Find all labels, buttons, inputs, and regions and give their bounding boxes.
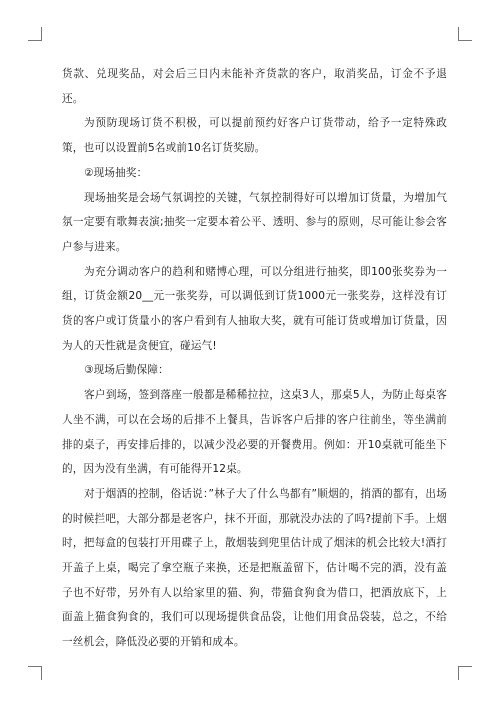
document-body [62,62,447,655]
paragraph: 对于烟酒的控制，俗话说：”林子大了什么鸟都有”顺烟的，捎酒的都有，出场的时候拦吧，大部分都是老客户，抹不开面，那就没办法的了吗?提前下手。上烟时，把每盒的包装打开用碟子上，散烟装到兜里估计成了烟沫的机会比较大!酒打开盖子上桌，喝完了拿空瓶子来换，还是把瓶盖留下，估计喝不完的酒，没有盖子也不好带，另外有人以给家里的猫、狗，带猫食狗食为借口，把酒放底下，上面盖上猫食狗食的，我们可以现场提供食品袋，让他们用食品袋装，总之，不给一丝机会，降低没必要的开销和成本。 [62,487,447,649]
crop-mark-top-left-h [28,40,42,41]
section-heading: ②现场抽奖： [84,166,148,179]
paragraph: 为预防现场订货不积极，可以提前预约好客户订货带动，给予一定特殊政策，也可以设置前5名或前10名订货奖励。 [62,117,447,155]
crop-mark-bottom-right-h [458,666,472,667]
paragraph: 客户到场，签到落座一般都是稀稀拉拉，这桌3人，那桌5人，为防止每桌客人坐不满，可以在会场的后排不上餐具，告诉客户后排的客户往前坐，等坐满前排的桌子，再安排后排的，以减少没必要的开餐费用。例如：开10桌就可能坐下的，因为没有坐满，有可能得开12桌。 [62,389,447,476]
section-heading: ③现场后勤保障： [84,364,169,377]
paragraph: 货款、兑现奖品，对会后三日内未能补齐货款的客户，取消奖品，订金不予退还。 [62,68,447,105]
crop-mark-top-right-v [458,27,459,41]
crop-mark-top-left-v [41,27,42,41]
crop-mark-bottom-right-v [458,666,459,680]
paragraph: 为充分调动客户的趋利和赌博心理，可以分组进行抽奖，即100张奖券为一组，订货金额20__元一张奖券，可以调低到订货1000元一张奖券，这样没有订货的客户或订货量小的客户看到有人抽取大奖，就有可能订货或增加订货量，因为人的天性就是贪便宜，碰运气! [62,265,447,352]
paragraph: 现场抽奖是会场气氛调控的关键，气氛控制得好可以增加订货量，为增加气氛一定要有歌舞表演;抽奖一定要本着公平、透明、参与的原则，尽可能让参会客户参与进来。 [62,191,447,253]
crop-mark-bottom-left-v [41,666,42,680]
crop-mark-top-right-h [458,40,472,41]
crop-mark-bottom-left-h [28,666,42,667]
